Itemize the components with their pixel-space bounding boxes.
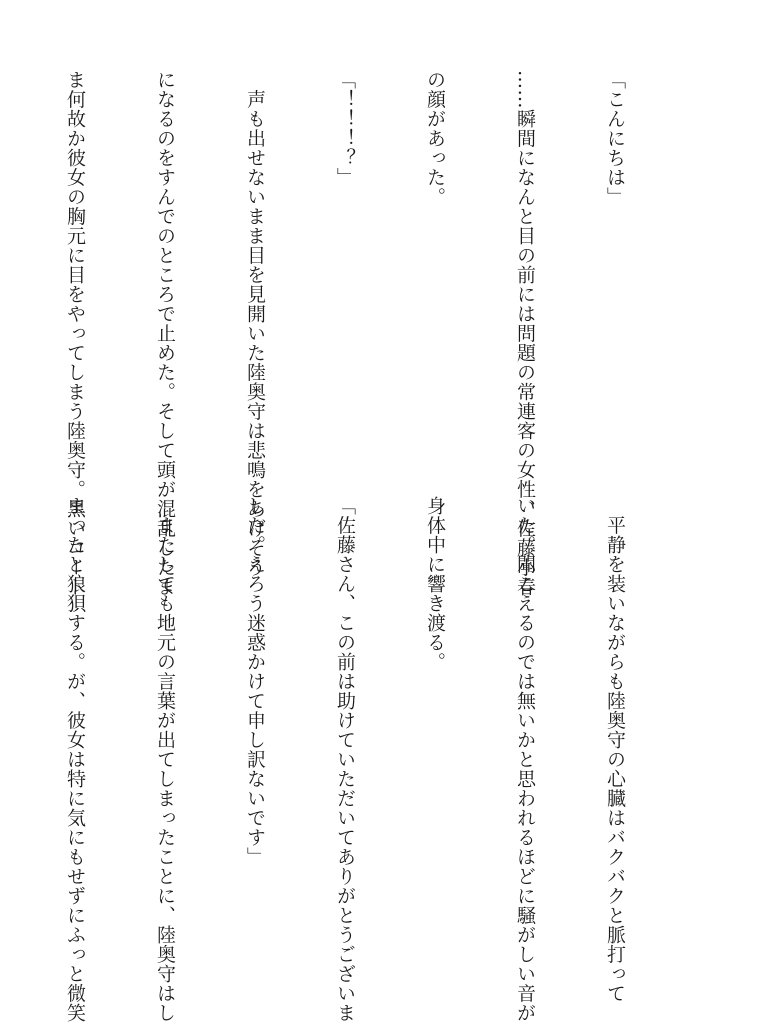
text-line: いた。聞こえるのでは無いかと思われるほどに騒がしい音が <box>514 496 536 1023</box>
text-line: 「佐藤さん、この前は助けていただいてありがとうございま <box>334 496 356 1023</box>
text-line: 身体中に響き渡る。 <box>424 496 446 672</box>
text-line: 「こんにちは」 <box>604 70 626 207</box>
text-line: ……瞬間になんと目の前には問題の常連客の女性、佐藤小春 <box>514 70 536 597</box>
text-line: ま何故か彼女の胸元に目をやってしまう陸奥守。黒いコート <box>64 70 86 597</box>
text-line: 「！！！？」 <box>334 70 356 187</box>
text-line: 平静を装いながらも陸奥守の心臓はバクバクと脈打って <box>604 496 626 1003</box>
text-line: した。えろう迷惑かけて申し訳ないです」 <box>244 496 266 867</box>
text-line: 声も出せないまま目を見開いた陸奥守は悲鳴をあげそう <box>244 70 266 577</box>
text-line: の顔があった。 <box>424 70 446 207</box>
text-line: またしても地元の言葉が出てしまったことに、陸奥守はし <box>154 496 176 1023</box>
text-line: になるのをすんでのところで止めた。そして頭が混乱したま <box>154 70 176 597</box>
text-line: まったと狼狽する。が、彼女は特に気にもせずにふっと微笑 <box>64 496 86 1023</box>
text-block-bottom <box>64 496 690 1023</box>
